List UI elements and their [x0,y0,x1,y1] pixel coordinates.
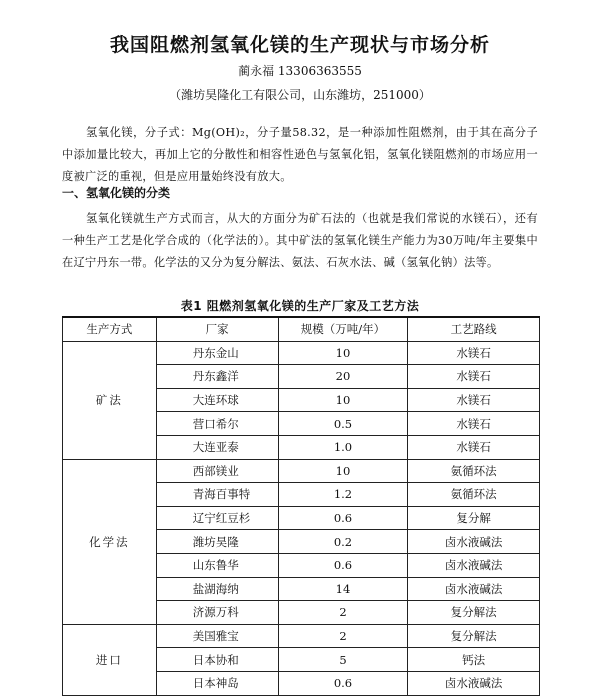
process-cell: 卤水液碱法 [408,553,540,577]
process-cell: 氨循环法 [408,483,540,507]
process-cell: 卤水液碱法 [408,530,540,554]
process-cell: 复分解 [408,506,540,530]
header-cell: 生产方式 [63,317,157,341]
process-cell: 卤水液碱法 [408,577,540,601]
scale-cell: 5 [278,648,408,672]
scale-cell: 0.6 [278,553,408,577]
author-line: 蔺永福 13306363555 [238,64,362,78]
scale-cell: 10 [278,459,408,483]
table-row [63,341,540,365]
table-row [63,624,540,648]
scale-cell: 0.6 [278,506,408,530]
method-cell: 矿法 [63,341,157,459]
factory-cell: 营口希尔 [156,412,278,436]
factory-cell: 大连环球 [156,388,278,412]
table-header-row [63,317,540,341]
process-cell: 水镁石 [408,412,540,436]
process-cell: 水镁石 [408,388,540,412]
factory-cell: 丹东鑫洋 [156,365,278,389]
process-cell: 氨循环法 [408,459,540,483]
method-cell: 化学法 [63,459,157,624]
classification-paragraph: 氢氧化镁就生产方式而言，从大的方面分为矿石法的（也就是我们常说的水镁石），还有一种生产工艺是化学合成的（化学法的）。其中矿法的氢氧化镁生产能力为30万吨/年主要集中在辽宁丹东一带。化学法的又分为复分解法、氨法、石灰水法、碱（氢氧化钠）法等。 [62,212,538,269]
section-heading: 一、氢氧化镁的分类 [62,186,171,200]
process-cell: 水镁石 [408,365,540,389]
scale-cell: 0.6 [278,671,408,695]
factory-cell: 日本协和 [156,648,278,672]
process-cell: 水镁石 [408,435,540,459]
affiliation: （潍坊昊隆化工有限公司，山东潍坊，251000） [169,88,431,102]
factory-cell: 日本神岛 [156,671,278,695]
header-cell: 规模（万吨/年） [278,317,408,341]
factory-cell: 山东鲁华 [156,553,278,577]
scale-cell: 0.5 [278,412,408,436]
factory-cell: 盐湖海纳 [156,577,278,601]
factory-cell: 美国雅宝 [156,624,278,648]
scale-cell: 0.2 [278,530,408,554]
process-cell: 复分解法 [408,601,540,625]
scale-cell: 14 [278,577,408,601]
factory-cell: 潍坊昊隆 [156,530,278,554]
scale-cell: 2 [278,624,408,648]
factory-cell: 辽宁红豆杉 [156,506,278,530]
producer-table [62,316,540,696]
table-caption: 表1 阻燃剂氢氧化镁的生产厂家及工艺方法 [180,299,420,313]
paper-title: 我国阻燃剂氢氧化镁的生产现状与市场分析 [109,34,490,56]
scale-cell: 10 [278,341,408,365]
scale-cell: 10 [278,388,408,412]
header-cell: 工艺路线 [408,317,540,341]
scale-cell: 20 [278,365,408,389]
process-cell: 钙法 [408,648,540,672]
factory-cell: 济源万科 [156,601,278,625]
scale-cell: 2 [278,601,408,625]
method-cell: 进口 [63,624,157,695]
table-body [63,341,540,695]
factory-cell: 大连亚泰 [156,435,278,459]
factory-cell: 西部镁业 [156,459,278,483]
process-cell: 水镁石 [408,341,540,365]
intro-paragraph: 氢氧化镁，分子式：Mg(OH)₂，分子量58.32，是一种添加性阻燃剂，由于其在高分子中添加量比较大，再加上它的分散性和相容性逊色与氢氧化铝，氢氧化镁阻燃剂的市场应用一度被广泛的重视，但是应用量始终没有放大。 [62,126,538,183]
scale-cell: 1.2 [278,483,408,507]
factory-cell: 青海百事特 [156,483,278,507]
table-row [63,459,540,483]
scale-cell: 1.0 [278,435,408,459]
process-cell: 卤水液碱法 [408,671,540,695]
process-cell: 复分解法 [408,624,540,648]
factory-cell: 丹东金山 [156,341,278,365]
header-cell: 厂家 [156,317,278,341]
